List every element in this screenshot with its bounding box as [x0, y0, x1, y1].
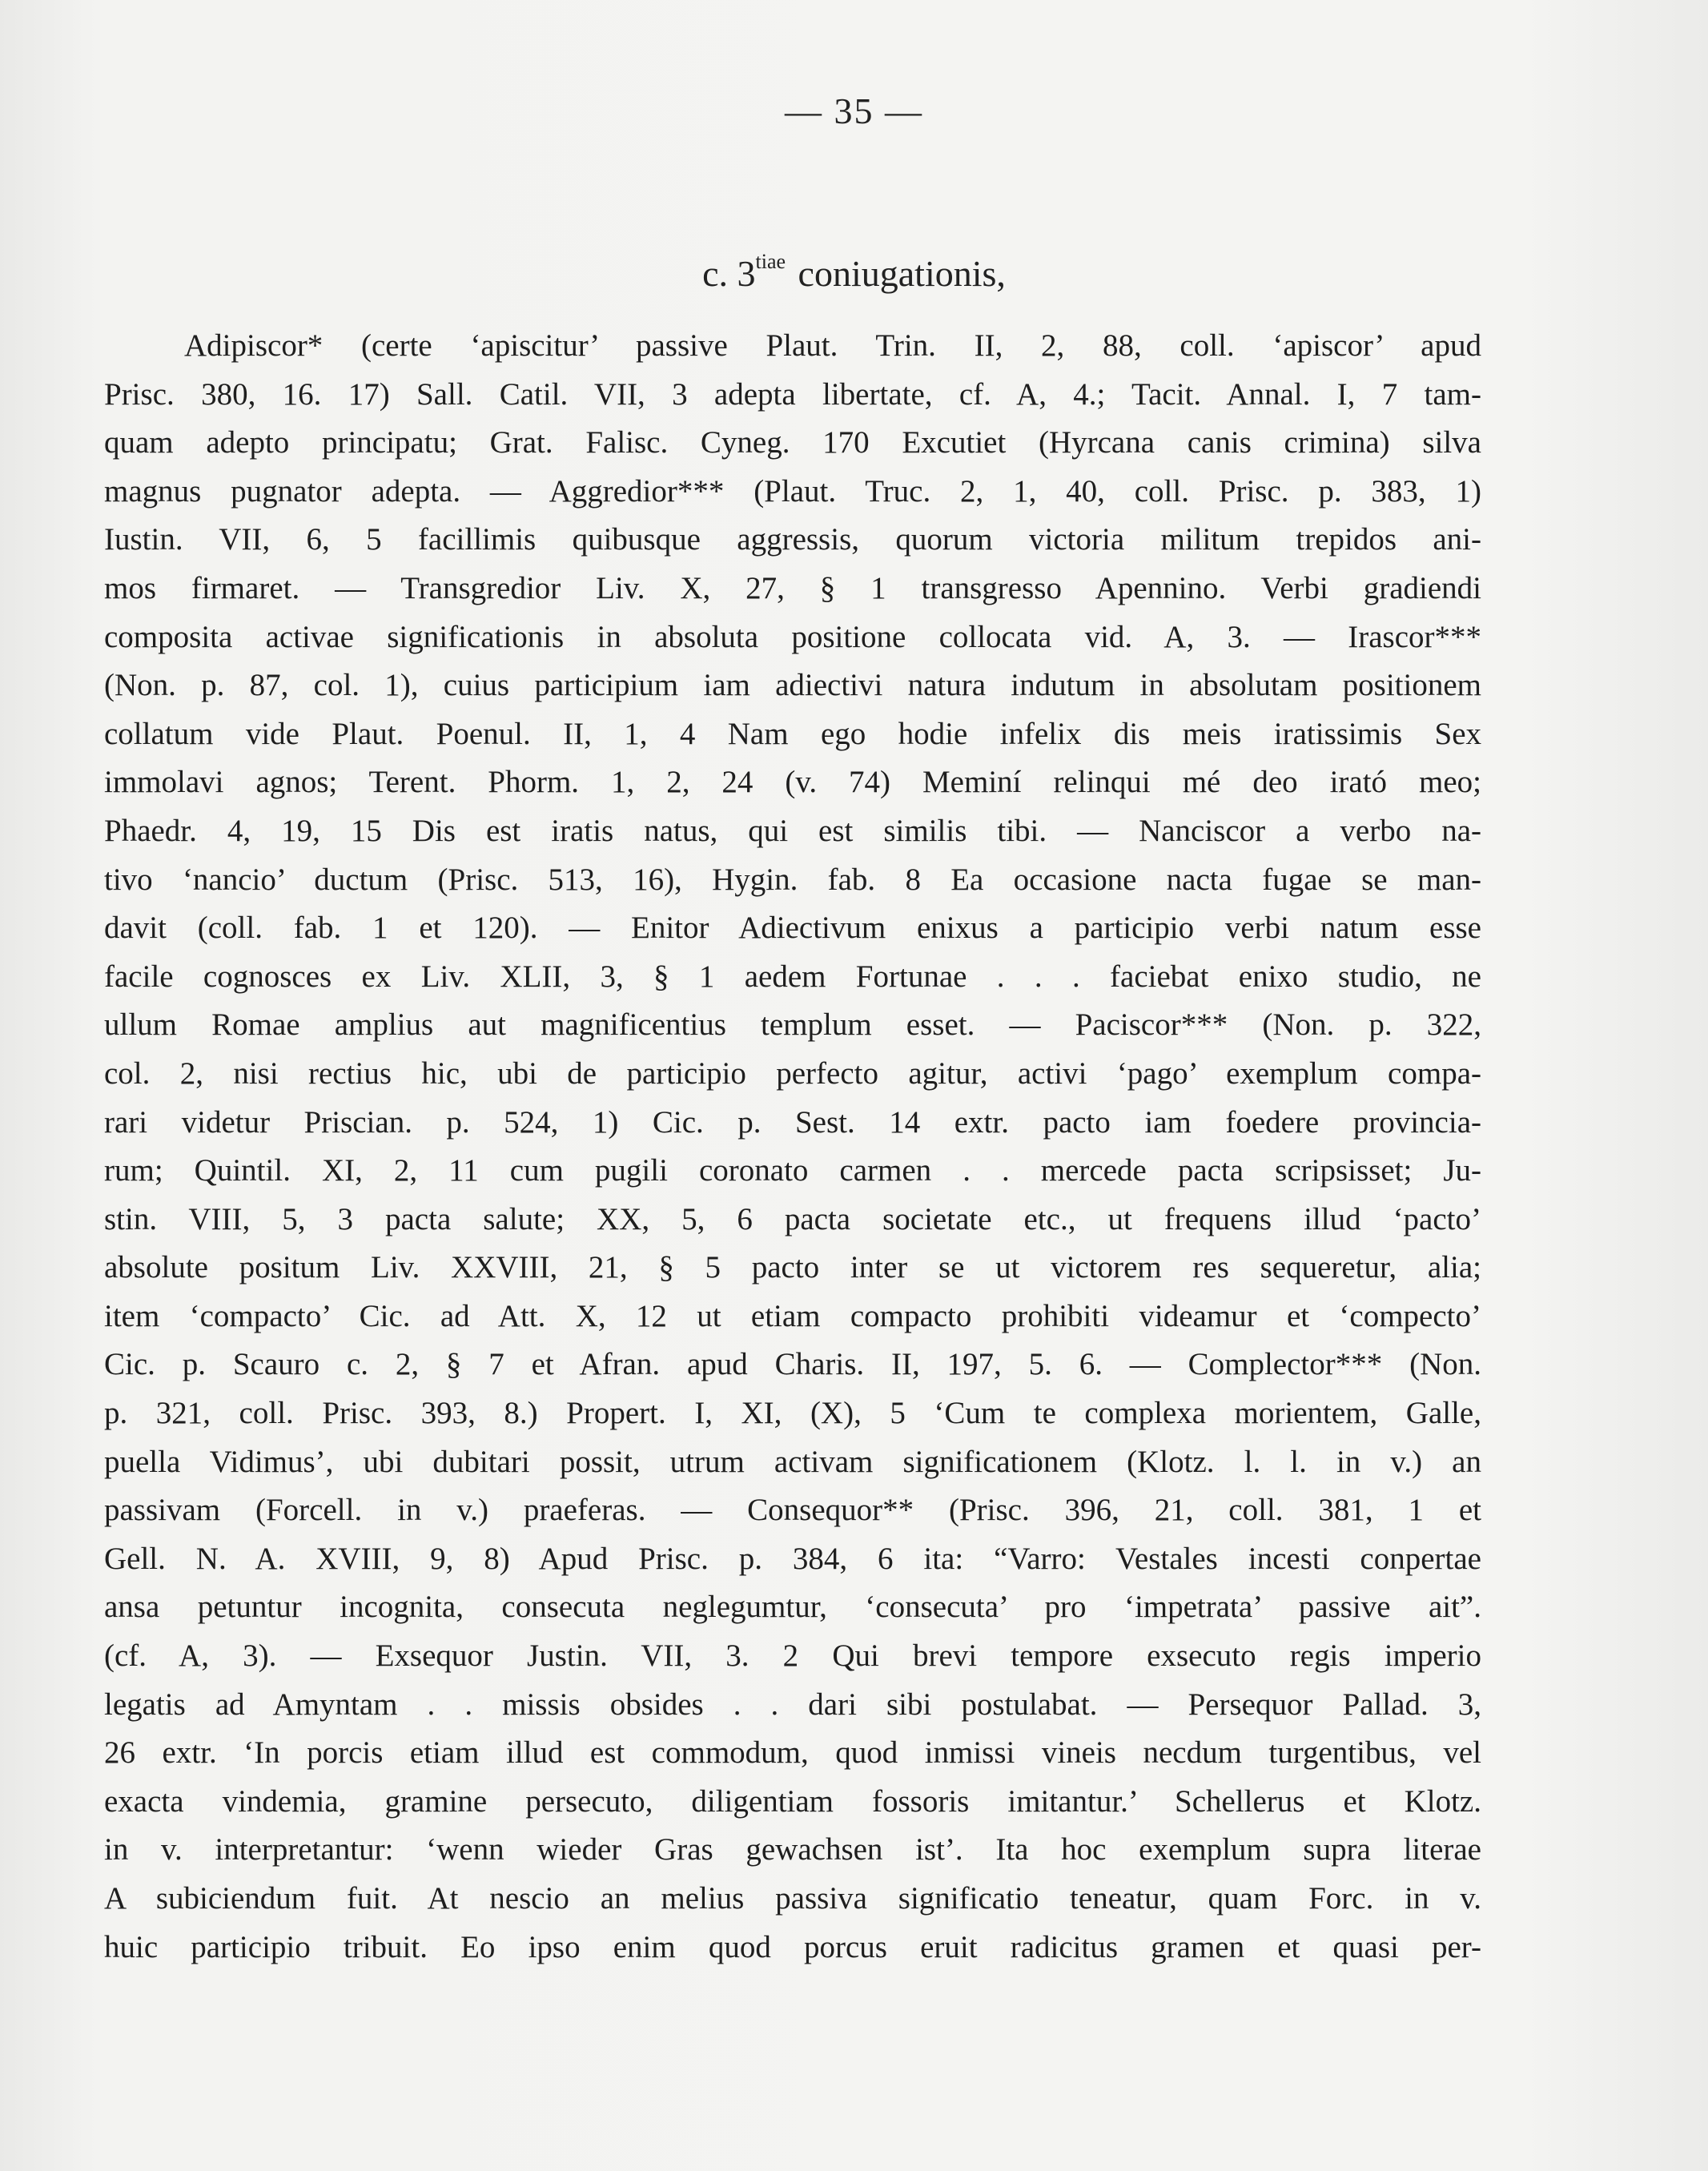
text-line: col. 2, nisi rectius hic, ubi de participio perfecto agitur, activi ‘pago’ exemplum compa-: [104, 1055, 1481, 1091]
text-line: Prisc. 380, 16. 17) Sall. Catil. VII, 3 adepta libertate, cf. A, 4.; Tacit. Annal. I, 7 tam-: [104, 376, 1481, 412]
text-line: Iustin. VII, 6, 5 facillimis quibusque aggressis, quorum victoria militum trepidos ani-: [104, 522, 1481, 557]
text-line: huic participio tribuit. Eo ipso enim quod porcus eruit radicitus gramen et quasi per-: [104, 1929, 1481, 1964]
text-line: davit (coll. fab. 1 et 120). — Enitor Adiectivum enixus a participio verbi natum esse: [104, 911, 1481, 946]
text-line: ansa petuntur incognita, consecuta neglegumtur, ‘consecuta’ pro ‘impetrata’ passive ait”.: [104, 1590, 1481, 1625]
text-line: tivo ‘nancio’ ductum (Prisc. 513, 16), Hygin. fab. 8 Ea occasione nacta fugae se man-: [104, 862, 1481, 897]
text-line: 26 extr. ‘In porcis etiam illud est commodum, quod inmissi vineis necdum turgentibus, vel: [104, 1735, 1481, 1771]
section-heading: [0, 250, 1708, 295]
heading-title: coniugationis,: [798, 253, 1006, 294]
text-line: mos firmaret. — Transgredior Liv. X, 27, § 1 transgresso Apennino. Verbi gradiendi: [104, 570, 1481, 605]
text-line: stin. VIII, 5, 3 pacta salute; XX, 5, 6 pacta societate etc., ut frequens illud ‘pacto’: [104, 1201, 1481, 1236]
text-line: Gell. N. A. XVIII, 9, 8) Apud Prisc. p. 384, 6 ita: “Varro: Vestales incesti conpertae: [104, 1541, 1481, 1576]
text-line: item ‘compacto’ Cic. ad Att. X, 12 ut etiam compacto prohibiti videamur et ‘compecto’: [104, 1298, 1481, 1333]
text-line: in v. interpretantur: ‘wenn wieder Gras gewachsen ist’. Ita hoc exemplum supra literae: [104, 1832, 1481, 1867]
text-line: A subiciendum fuit. At nescio an melius passiva significatio teneatur, quam Forc. in v.: [104, 1881, 1481, 1916]
text-line: rum; Quintil. XI, 2, 11 cum pugili coronato carmen . . mercede pacta scripsisset; Ju-: [104, 1153, 1481, 1188]
text-line: rari videtur Priscian. p. 524, 1) Cic. p. Sest. 14 extr. pacto iam foedere provincia-: [104, 1104, 1481, 1140]
text-line: collatum vide Plaut. Poenul. II, 1, 4 Nam ego hodie infelix dis meis iratissimis Sex: [104, 716, 1481, 751]
text-line: (Non. p. 87, col. 1), cuius participium iam adiectivi natura indutum in absolutam positionem: [104, 668, 1481, 703]
body-text: [104, 322, 1481, 1972]
text-line: Phaedr. 4, 19, 15 Dis est iratis natus, qui est similis tibi. — Nanciscor a verbo na-: [104, 813, 1481, 848]
text-line: Adipiscor* (certe ‘apiscitur’ passive Plaut. Trin. II, 2, 88, coll. ‘apiscor’ apud: [184, 328, 1481, 363]
text-line: facile cognosces ex Liv. XLII, 3, § 1 aedem Fortunae . . . faciebat enixo studio, ne: [104, 959, 1481, 994]
text-line: Cic. p. Scauro c. 2, § 7 et Afran. apud Charis. II, 197, 5. 6. — Complector*** (Non.: [104, 1347, 1481, 1382]
heading-superscript: tiae: [755, 250, 786, 273]
text-line: magnus pugnator adepta. — Aggredior*** (Plaut. Truc. 2, 1, 40, coll. Prisc. p. 383, 1): [104, 473, 1481, 509]
text-line: puella Vidimus’, ubi dubitari possit, utrum activam significationem (Klotz. l. l. in v.) an: [104, 1444, 1481, 1479]
text-line: exacta vindemia, gramine persecuto, diligentiam fossoris imitantur.’ Schellerus et Klotz.: [104, 1783, 1481, 1819]
text-line: quam adepto principatu; Grat. Falisc. Cyneg. 170 Excutiet (Hyrcana canis crimina) silva: [104, 425, 1481, 460]
text-line: passivam (Forcell. in v.) praeferas. — Consequor** (Prisc. 396, 21, coll. 381, 1 et: [104, 1493, 1481, 1528]
text-line: composita activae significationis in absoluta positione collocata vid. A, 3. — Irascor***: [104, 619, 1481, 654]
text-line: ullum Romae amplius aut magnificentius templum esset. — Paciscor*** (Non. p. 322,: [104, 1007, 1481, 1043]
text-line: absolute positum Liv. XXVIII, 21, § 5 pacto inter se ut victorem res sequeretur, alia;: [104, 1250, 1481, 1285]
text-line: p. 321, coll. Prisc. 393, 8.) Propert. I, XI, (X), 5 ‘Cum te complexa morientem, Galle,: [104, 1396, 1481, 1431]
page-number: — 35 —: [785, 90, 923, 131]
text-line: legatis ad Amyntam . . missis obsides . . dari sibi postulabat. — Persequor Pallad. 3,: [104, 1687, 1481, 1722]
text-line: (cf. A, 3). — Exsequor Justin. VII, 3. 2 Qui brevi tempore exsecuto regis imperio: [104, 1638, 1481, 1674]
heading-prefix: c. 3: [702, 253, 756, 294]
text-line: immolavi agnos; Terent. Phorm. 1, 2, 24 (v. 74) Meminí relinqui mé deo irató meo;: [104, 765, 1481, 800]
